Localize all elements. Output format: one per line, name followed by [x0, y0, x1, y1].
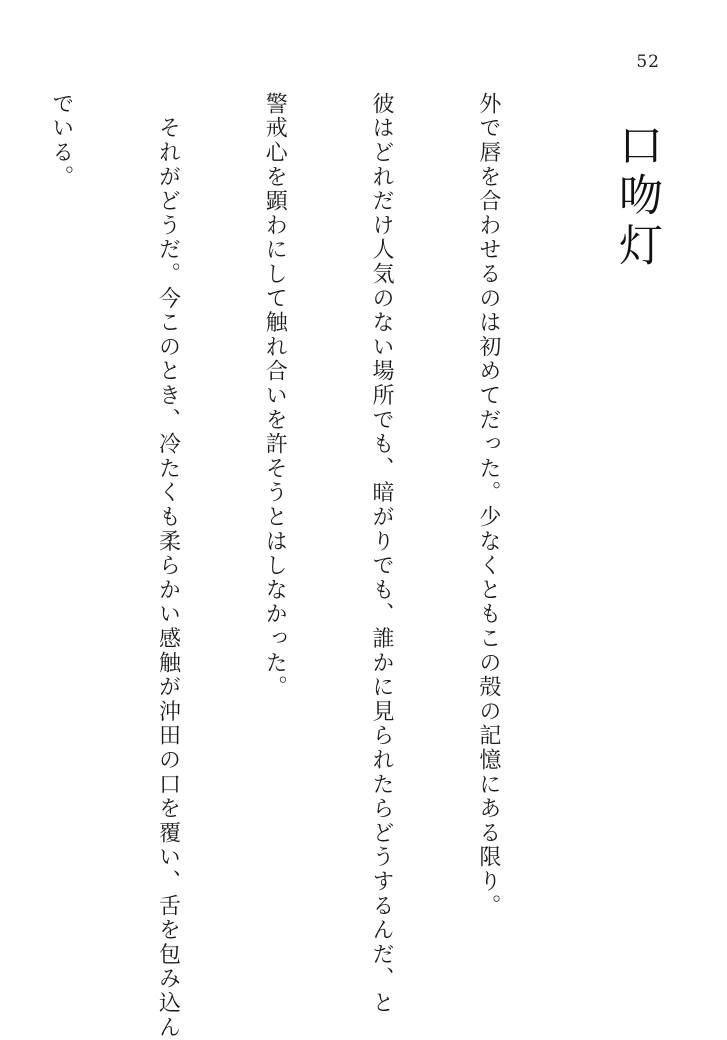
text-column-4: それがどうだ。今このとき、冷たくも柔らかい感触が沖田の口を覆い、舌を包み込ん [155, 92, 181, 1040]
text-column-3: 警戒心を顕わにして触れ合いを許そうとはしなかった。 [262, 92, 288, 700]
text-column-1: 外で唇を合わせるのは初めてだった。少なくともこの殻の記憶にある限り。 [475, 92, 501, 919]
text-column-5: でいる。 [48, 92, 74, 190]
body-text [0, 92, 577, 1040]
page-number: 52 [636, 52, 660, 72]
chapter-title: 口吻灯 [611, 122, 662, 272]
text-column-2: 彼はどれだけ人気のない場所でも、暗がりでも、誰かに見られたらどうするんだ、と [369, 92, 395, 1016]
